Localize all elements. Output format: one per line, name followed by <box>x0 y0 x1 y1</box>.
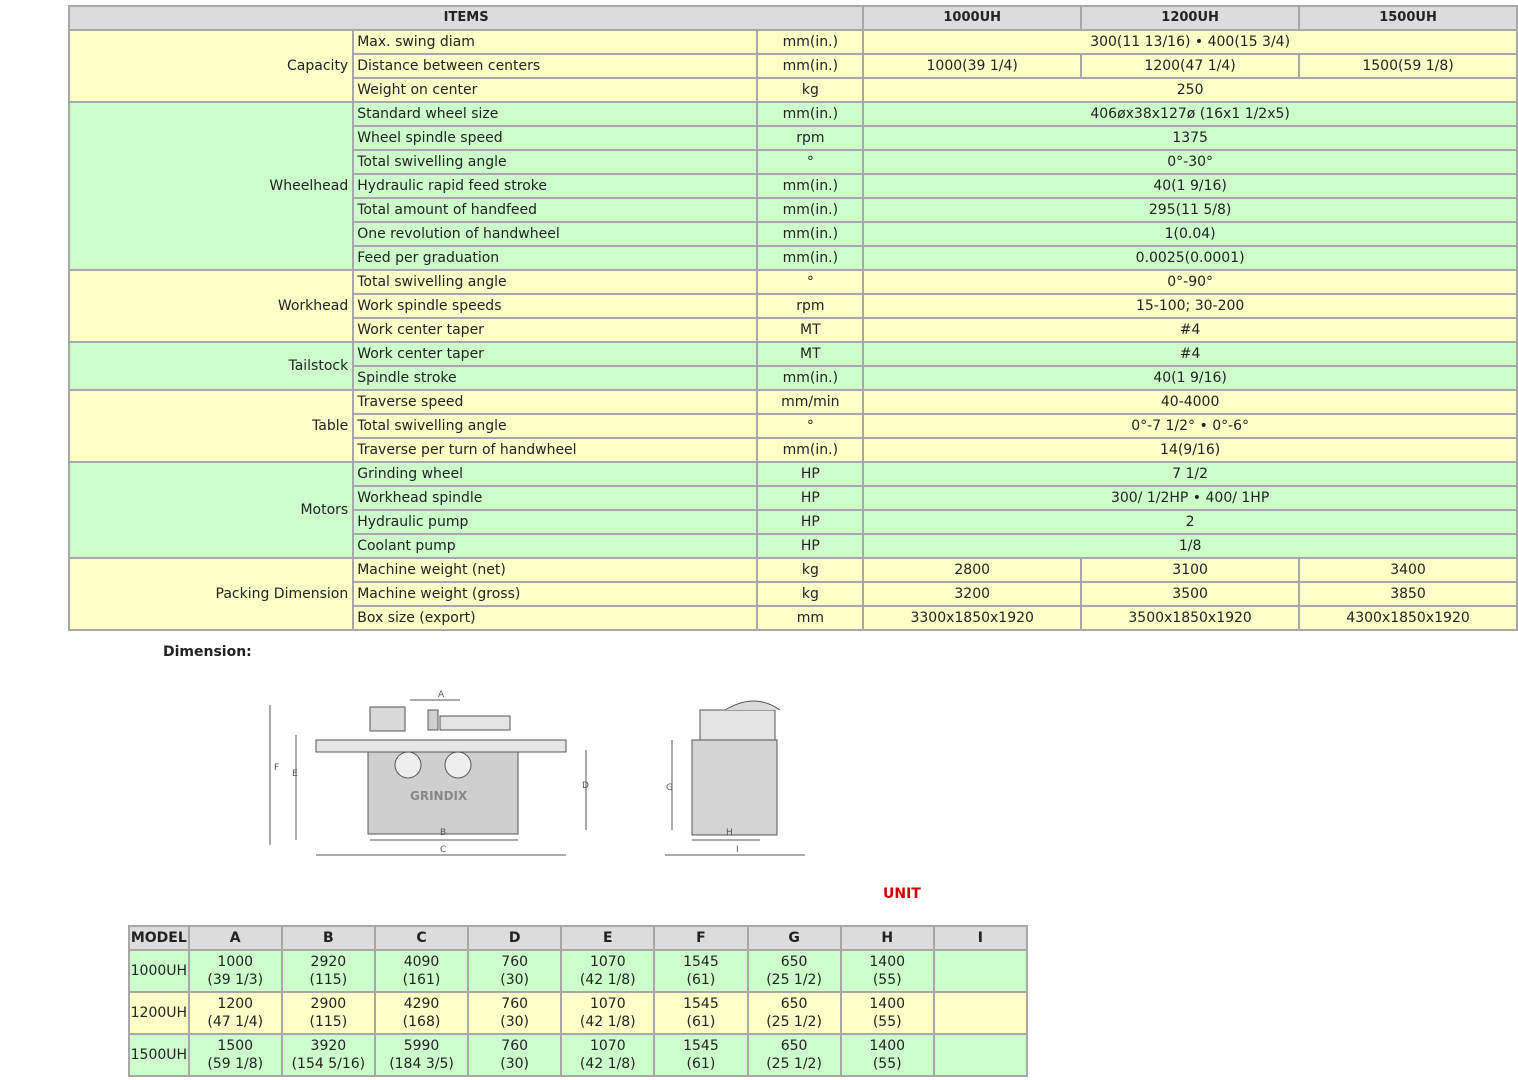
spec-label: Machine weight (gross) <box>353 582 757 606</box>
dims-cell-mm: 650 <box>780 954 808 970</box>
spec-unit: mm(in.) <box>757 54 863 78</box>
dims-cell <box>654 992 747 1034</box>
dims-cell-mm: 1070 <box>589 954 626 970</box>
dims-cell-in: (161) <box>402 972 441 988</box>
dims-cell <box>375 1034 468 1076</box>
spec-value: 0.0025(0.0001) <box>863 246 1517 270</box>
spec-label: Machine weight (net) <box>353 558 757 582</box>
spec-value: 1/8 <box>863 534 1517 558</box>
unit-label: UNIT <box>883 886 921 902</box>
dim-label-i: I <box>736 845 739 855</box>
dims-header-g: G <box>748 926 841 950</box>
dims-header-e: E <box>561 926 654 950</box>
dims-model: 1000UH <box>129 950 189 992</box>
dims-table-viewport <box>130 925 983 1080</box>
dims-cell-in: (59 1/8) <box>207 1056 264 1072</box>
dims-cell-mm: 2920 <box>310 954 347 970</box>
dims-cell-in: (154 5/16) <box>291 1056 366 1072</box>
spec-value: 3300x1850x1920 <box>863 606 1081 630</box>
dims-cell <box>468 950 561 992</box>
dims-header-i: I <box>934 926 1027 950</box>
spec-label: Work center taper <box>353 342 757 366</box>
dims-cell-in: (61) <box>686 972 716 988</box>
dims-cell-mm: 4090 <box>403 954 440 970</box>
spec-value: 295(11 5/8) <box>863 198 1517 222</box>
spec-row <box>69 102 1517 126</box>
dims-header-c: C <box>375 926 468 950</box>
dims-cell-in: (42 1/8) <box>579 1014 636 1030</box>
dims-cell-in: (39 1/3) <box>207 972 264 988</box>
spec-unit: kg <box>757 558 863 582</box>
spec-value: 1000(39 1/4) <box>863 54 1081 78</box>
spec-value: 0°-90° <box>863 270 1517 294</box>
spec-value: 2 <box>863 510 1517 534</box>
dims-cell-in: (115) <box>309 972 348 988</box>
dims-cell <box>375 992 468 1034</box>
dims-cell-mm: 1400 <box>869 996 906 1012</box>
dims-cell <box>561 992 654 1034</box>
dims-cell-in: (61) <box>686 1014 716 1030</box>
dims-cell-in: (55) <box>872 1056 902 1072</box>
side-view-body-shape <box>692 740 777 835</box>
dims-cell-mm: 650 <box>780 996 808 1012</box>
dims-cell-in: (168) <box>402 1014 441 1030</box>
dims-cell-in: (47 1/4) <box>207 1014 264 1030</box>
dims-model: 1200UH <box>129 992 189 1034</box>
spec-value: 3100 <box>1081 558 1299 582</box>
spec-value: 1200(47 1/4) <box>1081 54 1299 78</box>
spec-unit: kg <box>757 78 863 102</box>
dims-cell <box>468 992 561 1034</box>
spec-unit: mm(in.) <box>757 366 863 390</box>
dims-cell <box>654 1034 747 1076</box>
spec-unit: mm(in.) <box>757 246 863 270</box>
dims-cell-in: (25 1/2) <box>766 1014 822 1030</box>
spec-label: Wheel spindle speed <box>353 126 757 150</box>
dims-cell-mm: 760 <box>501 996 529 1012</box>
dims-cell <box>561 1034 654 1076</box>
dims-header-f: F <box>654 926 747 950</box>
spec-value: 14(9/16) <box>863 438 1517 462</box>
spec-unit: mm(in.) <box>757 438 863 462</box>
spec-label: Total swivelling angle <box>353 150 757 174</box>
dims-cell <box>934 992 1027 1034</box>
dims-cell-mm: 1545 <box>683 954 719 970</box>
dims-cell-mm: 650 <box>780 1038 808 1054</box>
dims-header-model: MODEL <box>129 926 189 950</box>
spec-label: Box size (export) <box>353 606 757 630</box>
spec-label: Total swivelling angle <box>353 270 757 294</box>
spec-label: Feed per graduation <box>353 246 757 270</box>
spec-unit: ° <box>757 270 863 294</box>
dims-table <box>128 925 1028 1077</box>
dims-cell-mm: 760 <box>501 1038 529 1054</box>
dims-cell <box>189 992 282 1034</box>
machine-table-shape <box>316 740 566 752</box>
dims-cell-mm: 1000 <box>217 954 254 970</box>
spec-group-label: Packing Dimension <box>69 558 353 630</box>
spec-label: One revolution of handwheel <box>353 222 757 246</box>
dims-cell <box>841 992 934 1034</box>
spec-group-label: Tailstock <box>69 342 353 390</box>
dims-cell <box>282 1034 375 1076</box>
spec-group-label: Motors <box>69 462 353 558</box>
spec-value: 0°-30° <box>863 150 1517 174</box>
spec-unit: HP <box>757 534 863 558</box>
dims-cell-in: (25 1/2) <box>766 1056 822 1072</box>
dims-cell-mm: 1070 <box>589 996 626 1012</box>
spec-value: 2800 <box>863 558 1081 582</box>
spec-value: 4300x1850x1920 <box>1299 606 1517 630</box>
spec-row <box>69 270 1517 294</box>
dims-cell <box>654 950 747 992</box>
dim-label-d: D <box>582 781 589 791</box>
spec-value: 40(1 9/16) <box>863 174 1517 198</box>
items-header: ITEMS <box>69 6 863 30</box>
specs-header-row <box>69 6 1517 30</box>
spec-label: Total amount of handfeed <box>353 198 757 222</box>
dim-label-a: A <box>438 690 445 700</box>
spec-unit: ° <box>757 150 863 174</box>
dims-cell-in: (30) <box>500 1014 530 1030</box>
spec-value: 1375 <box>863 126 1517 150</box>
spec-unit: kg <box>757 582 863 606</box>
spec-label: Weight on center <box>353 78 757 102</box>
spec-group-label: Wheelhead <box>69 102 353 270</box>
machine-dimension-drawing <box>260 680 820 865</box>
spec-unit: rpm <box>757 126 863 150</box>
dims-cell-in: (42 1/8) <box>579 1056 636 1072</box>
spec-unit: HP <box>757 510 863 534</box>
spec-unit: MT <box>757 342 863 366</box>
spec-value: 3500 <box>1081 582 1299 606</box>
brand-label: GRINDIX <box>410 789 468 803</box>
dimension-title: Dimension: <box>163 644 252 660</box>
spec-label: Coolant pump <box>353 534 757 558</box>
dims-cell <box>189 950 282 992</box>
dims-cell-mm: 1070 <box>589 1038 626 1054</box>
dims-cell-mm: 1545 <box>683 996 719 1012</box>
spec-value: 3400 <box>1299 558 1517 582</box>
dims-cell <box>282 950 375 992</box>
model-header: 1500UH <box>1299 6 1517 30</box>
dims-cell <box>561 950 654 992</box>
dims-cell-mm: 5990 <box>403 1038 440 1054</box>
spec-label: Workhead spindle <box>353 486 757 510</box>
spec-value: 3200 <box>863 582 1081 606</box>
dims-cell-mm: 760 <box>501 954 529 970</box>
spec-value: 250 <box>863 78 1517 102</box>
dim-label-c: C <box>440 845 447 855</box>
spec-label: Max. swing diam <box>353 30 757 54</box>
dims-cell-in: (61) <box>686 1056 716 1072</box>
dims-header-d: D <box>468 926 561 950</box>
spec-label: Standard wheel size <box>353 102 757 126</box>
model-header: 1200UH <box>1081 6 1299 30</box>
spec-row <box>69 390 1517 414</box>
spec-value: 300/ 1/2HP • 400/ 1HP <box>863 486 1517 510</box>
spec-unit: MT <box>757 318 863 342</box>
dims-cell-in: (30) <box>500 1056 530 1072</box>
dim-label-e: E <box>292 769 298 779</box>
dims-cell <box>282 992 375 1034</box>
dims-cell-mm: 1200 <box>217 996 254 1012</box>
spec-row <box>69 30 1517 54</box>
dims-cell-in: (184 3/5) <box>389 1056 454 1072</box>
spec-value: 0°-7 1/2° • 0°-6° <box>863 414 1517 438</box>
spec-row <box>69 342 1517 366</box>
spec-label: Total swivelling angle <box>353 414 757 438</box>
dims-cell-mm: 1400 <box>869 954 906 970</box>
dims-cell <box>934 950 1027 992</box>
wheelhead-motor-shape <box>370 707 405 731</box>
dims-cell-mm: 2900 <box>310 996 347 1012</box>
spec-unit: ° <box>757 414 863 438</box>
dims-cell-in: (55) <box>872 972 902 988</box>
spec-label: Distance between centers <box>353 54 757 78</box>
dims-cell <box>748 1034 841 1076</box>
dims-cell-in: (25 1/2) <box>766 972 822 988</box>
dims-cell <box>748 950 841 992</box>
spec-value: 1500(59 1/8) <box>1299 54 1517 78</box>
spec-label: Grinding wheel <box>353 462 757 486</box>
spec-value: #4 <box>863 342 1517 366</box>
spec-unit: mm(in.) <box>757 222 863 246</box>
dims-cell-mm: 1400 <box>869 1038 906 1054</box>
spec-unit: mm(in.) <box>757 198 863 222</box>
dims-cell <box>468 1034 561 1076</box>
spec-unit: HP <box>757 486 863 510</box>
spec-value: 40-4000 <box>863 390 1517 414</box>
dims-cell <box>934 1034 1027 1076</box>
spec-label: Hydraulic rapid feed stroke <box>353 174 757 198</box>
spec-unit: mm(in.) <box>757 174 863 198</box>
spec-value: 40(1 9/16) <box>863 366 1517 390</box>
spec-value: 7 1/2 <box>863 462 1517 486</box>
spec-label: Traverse speed <box>353 390 757 414</box>
dims-header-h: H <box>841 926 934 950</box>
spec-unit: HP <box>757 462 863 486</box>
spec-unit: mm <box>757 606 863 630</box>
spec-value: 1(0.04) <box>863 222 1517 246</box>
spec-row <box>69 558 1517 582</box>
dim-label-g: G <box>666 783 673 793</box>
dims-cell-in: (115) <box>309 1014 348 1030</box>
spec-value: #4 <box>863 318 1517 342</box>
spec-label: Work center taper <box>353 318 757 342</box>
spec-value: 300(11 13/16) • 400(15 3/4) <box>863 30 1517 54</box>
dims-row <box>129 950 1027 992</box>
spec-unit: mm(in.) <box>757 102 863 126</box>
spec-value: 406øx38x127ø (16x1 1/2x5) <box>863 102 1517 126</box>
dims-cell <box>841 950 934 992</box>
spec-group-label: Table <box>69 390 353 462</box>
dims-model: 1500UH <box>129 1034 189 1076</box>
dims-cell-mm: 1545 <box>683 1038 719 1054</box>
spec-row <box>69 462 1517 486</box>
spec-unit: mm/min <box>757 390 863 414</box>
dims-cell-in: (55) <box>872 1014 902 1030</box>
dims-header-a: A <box>189 926 282 950</box>
dims-header-b: B <box>282 926 375 950</box>
dim-label-b: B <box>440 828 447 838</box>
spec-unit: mm(in.) <box>757 30 863 54</box>
dims-cell <box>841 1034 934 1076</box>
spec-label: Work spindle speeds <box>353 294 757 318</box>
dim-label-f: F <box>274 763 280 773</box>
dim-label-h: H <box>726 828 733 838</box>
spec-unit: rpm <box>757 294 863 318</box>
dims-cell-in: (42 1/8) <box>579 972 636 988</box>
dims-cell <box>189 1034 282 1076</box>
dims-cell <box>375 950 468 992</box>
model-header: 1000UH <box>863 6 1081 30</box>
spec-value: 3850 <box>1299 582 1517 606</box>
dims-row <box>129 1034 1027 1076</box>
spec-label: Spindle stroke <box>353 366 757 390</box>
specs-table-viewport <box>158 5 1470 633</box>
dims-cell-mm: 4290 <box>403 996 440 1012</box>
dims-cell <box>748 992 841 1034</box>
dims-cell-mm: 3920 <box>310 1038 347 1054</box>
spec-group-label: Capacity <box>69 30 353 102</box>
dims-cell-in: (30) <box>500 972 530 988</box>
spec-value: 15-100; 30-200 <box>863 294 1517 318</box>
dims-row <box>129 992 1027 1034</box>
spec-label: Hydraulic pump <box>353 510 757 534</box>
spec-label: Traverse per turn of handwheel <box>353 438 757 462</box>
dims-cell-mm: 1500 <box>217 1038 254 1054</box>
specs-table <box>68 5 1518 631</box>
spec-value: 3500x1850x1920 <box>1081 606 1299 630</box>
spec-group-label: Workhead <box>69 270 353 342</box>
